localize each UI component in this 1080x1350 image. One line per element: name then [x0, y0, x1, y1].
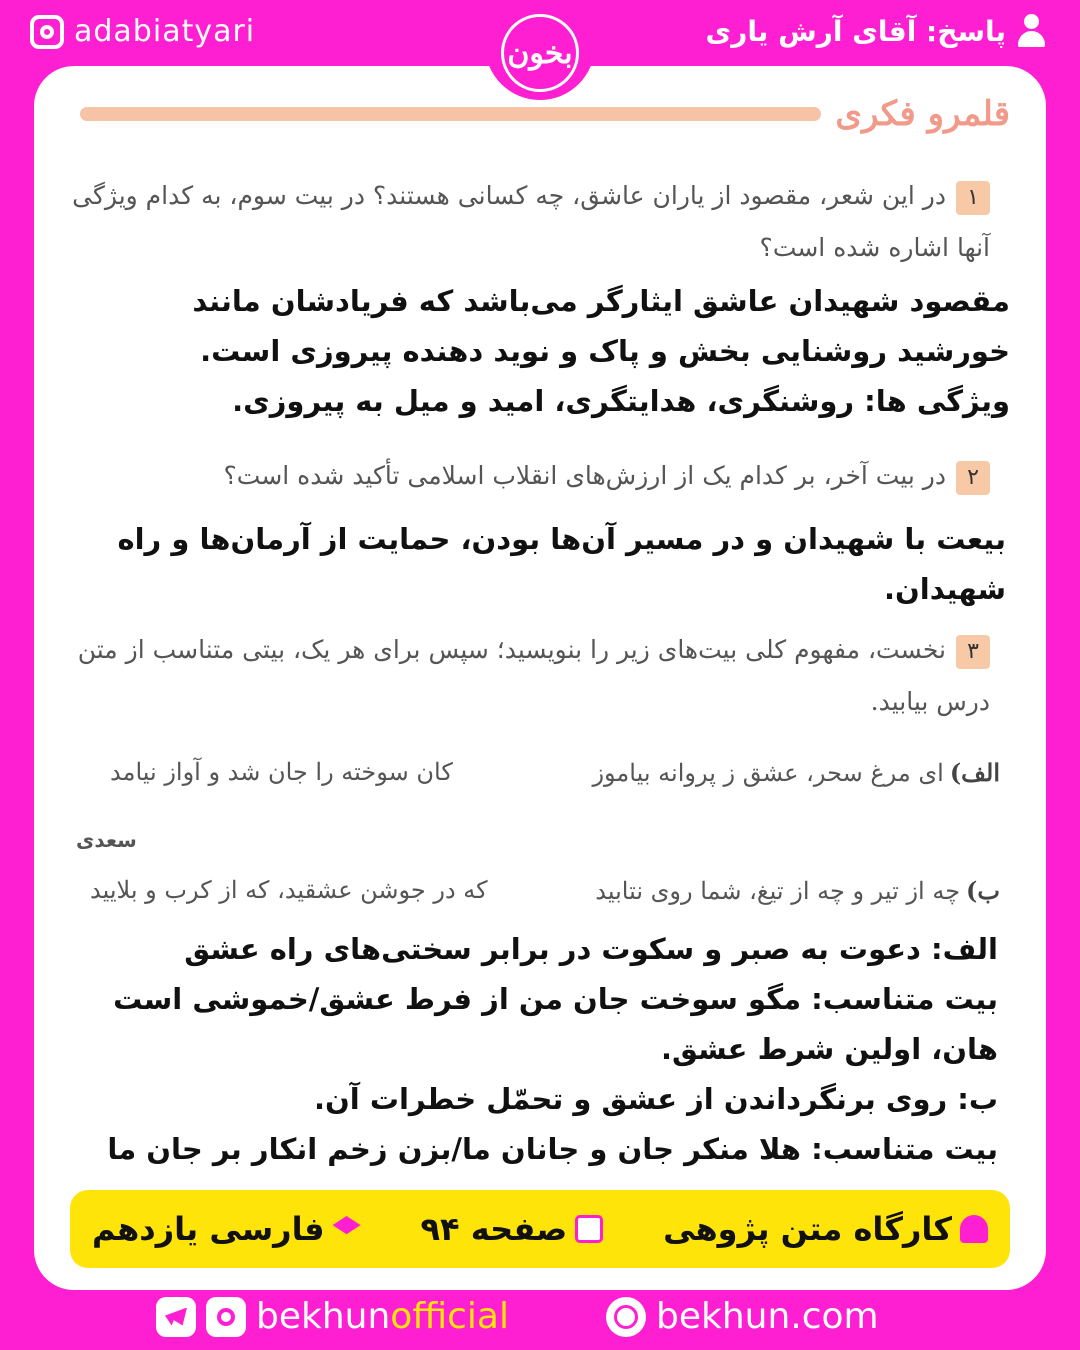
answer-line: بیت متناسب: هلا منکر جان و جانان ما/بزن زخم انکار بر جان ما: [107, 1132, 998, 1166]
answer-line: ویژگی ها: روشنگری، هدایتگری، امید و میل به پیروزی.: [232, 384, 1010, 418]
section-rule: [80, 107, 821, 121]
question-3: [60, 624, 990, 728]
footer-page-label: صفحه ۹۴: [420, 1210, 568, 1248]
social-handle-suffix: official: [390, 1296, 509, 1337]
user-icon: [1016, 14, 1046, 48]
poem-first-hemistich: چه از تیر و چه از تیغ، شما روی نتابید: [595, 877, 961, 905]
teacher-icon: [960, 1215, 988, 1243]
question-number: ۲: [956, 461, 990, 495]
question-1: [60, 170, 990, 274]
responder-label: پاسخ: آقای آرش یاری: [705, 14, 1006, 48]
footer-course-label: فارسی یازدهم: [92, 1210, 325, 1248]
telegram-icon: [156, 1297, 196, 1337]
footer-workshop-label: کارگاه متن پژوهی: [663, 1210, 952, 1248]
instagram-handle: adabiatyari: [74, 14, 256, 49]
footer-course: [92, 1210, 361, 1248]
website-link[interactable]: [606, 1296, 879, 1337]
poem-label: الف): [949, 758, 1000, 787]
content-card: [34, 66, 1046, 1290]
responder-group: [706, 14, 1046, 48]
answer-line: الف: دعوت به صبر و سکوت در برابر سختی‌های راه عشق: [184, 932, 998, 966]
social-link[interactable]: [156, 1296, 509, 1337]
answer-line: ب: روی برنگرداندن از عشق و تحمّل خطرات آن.: [314, 1082, 998, 1116]
book-icon: [575, 1215, 603, 1243]
answer-2: [106, 514, 1006, 614]
poem-second-hemistich: کان سوخته را جان شد و آواز نیامد: [110, 758, 453, 786]
question-text: در این شعر، مقصود از یاران عاشق، چه کسانی هستند؟ در بیت سوم، به کدام ویژگی آنها اشاره شده است؟: [72, 181, 990, 262]
question-text: نخست، مفهوم کلی بیت‌های زیر را بنویسید؛ سپس برای هر یک، بیتی متناسب از متن درس بیابید.: [77, 635, 990, 716]
answer-1: [80, 276, 1010, 426]
answer-line: بیت متناسب: مگو سوخت جان من از فرط عشق/خموشی است هان، اولین شرط عشق.: [113, 982, 998, 1066]
poem-a: [110, 758, 1000, 787]
website-url: bekhun.com: [656, 1296, 879, 1337]
answer-line: بیعت با شهیدان و در مسیر آن‌ها بودن، حمایت از آرمان‌ها و راه شهیدان.: [117, 522, 1006, 606]
poem-second-hemistich: که در جوشن عشقید، که از کرب و بلایید: [90, 876, 488, 904]
question-number: ۱: [956, 181, 990, 215]
question-2: [60, 450, 990, 502]
poem-first-hemistich: ای مرغ سحر، عشق ز پروانه بیاموز: [592, 759, 944, 787]
graduation-cap-icon: [333, 1216, 361, 1242]
footer-page: [421, 1210, 604, 1248]
poet-name: سعدی: [76, 828, 137, 852]
instagram-icon: [206, 1297, 246, 1337]
bottom-bar: [0, 1292, 1080, 1350]
globe-icon: [606, 1297, 646, 1337]
answer-line: مقصود شهیدان عاشق ایثارگر می‌باشد که فریادشان مانند خورشید روشنایی بخش و پاک و نوید دهنده پیروزی است.: [192, 284, 1010, 368]
poem-label: ب): [966, 876, 1000, 905]
instagram-icon: [30, 15, 64, 49]
question-number: ۳: [956, 635, 990, 669]
brand-logo: بخون: [501, 14, 579, 92]
question-text: در بیت آخر، بر کدام یک از ارزش‌های انقلاب اسلامی تأکید شده است؟: [223, 461, 946, 490]
social-handle-prefix: bekhun: [256, 1296, 391, 1337]
section-title: قلمرو فکری: [835, 94, 1010, 134]
poem-b: [90, 876, 1000, 905]
footer-info-bar: [70, 1190, 1010, 1268]
section-header: [80, 94, 1010, 134]
instagram-handle-group[interactable]: [30, 14, 255, 49]
footer-workshop: [663, 1210, 988, 1248]
answer-3: [78, 924, 998, 1174]
